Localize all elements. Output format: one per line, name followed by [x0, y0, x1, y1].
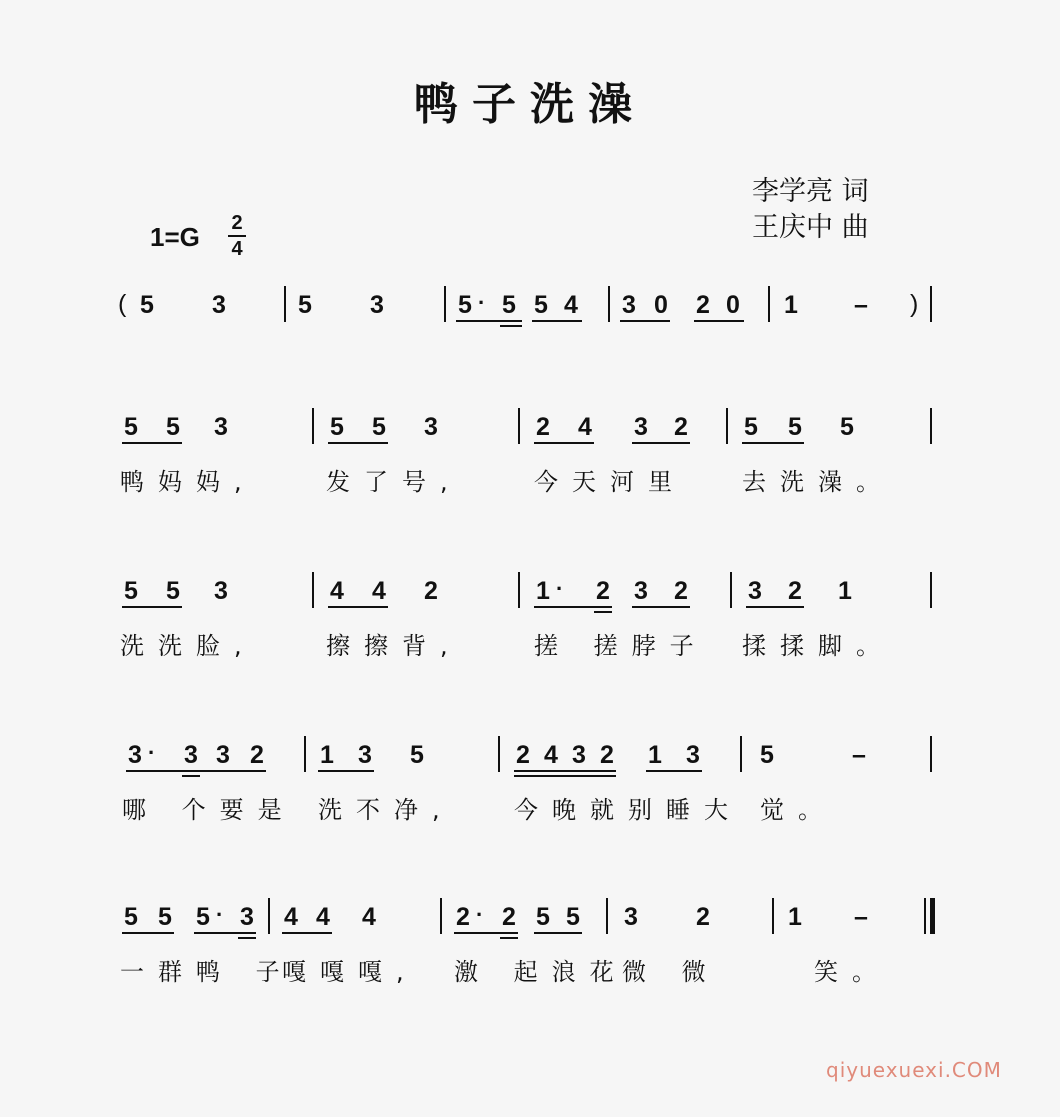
note: 3 — [370, 291, 384, 319]
final-barline-thin — [924, 898, 926, 934]
note: 2 — [424, 577, 438, 605]
underline — [500, 937, 518, 939]
underline — [742, 442, 804, 444]
lyric-phrase: 笑。 — [814, 958, 890, 986]
underline — [456, 320, 522, 322]
dash: – — [854, 291, 868, 319]
notation-line — [0, 896, 1060, 944]
notation-line — [0, 406, 1060, 454]
lyric-phrase: 今晚就别睡大 — [514, 796, 742, 824]
note: 2 — [696, 903, 710, 931]
underline — [182, 775, 200, 777]
barline — [740, 736, 742, 772]
note: 0 — [654, 291, 668, 319]
lyricist-credit: 李学亮 词 — [752, 176, 869, 207]
note: 4 — [284, 903, 298, 931]
note: 5 — [502, 291, 516, 319]
barline — [268, 898, 270, 934]
barline — [730, 572, 732, 608]
augmentation-dot: · — [476, 902, 484, 927]
note: 0 — [726, 291, 740, 319]
note: 5 — [536, 903, 550, 931]
note: 3 — [240, 903, 254, 931]
augmentation-dot: · — [216, 902, 224, 927]
underline — [646, 770, 702, 772]
note: 2 — [696, 291, 710, 319]
underline — [534, 606, 612, 608]
note: 2 — [596, 577, 610, 605]
meter-fraction-line — [228, 235, 246, 237]
note: 4 — [362, 903, 376, 931]
lyric-phrase: 发了号, — [326, 468, 462, 496]
underline — [514, 770, 616, 772]
note: 5 — [410, 741, 424, 769]
lyrics-line — [0, 462, 1060, 502]
note: 5 — [124, 577, 138, 605]
notation-line — [0, 734, 1060, 782]
note: 3 — [572, 741, 586, 769]
barline — [930, 572, 932, 608]
underline — [328, 442, 388, 444]
barline — [304, 736, 306, 772]
note: 5 — [158, 903, 172, 931]
note: 2 — [536, 413, 550, 441]
lyric-phrase: 去洗澡。 — [742, 468, 894, 496]
song-title: 鸭子洗澡 — [414, 79, 646, 130]
note: 4 — [544, 741, 558, 769]
note: 3 — [212, 291, 226, 319]
lyric-phrase: 鸭妈妈, — [120, 468, 256, 496]
underline — [318, 770, 374, 772]
note: 3 — [128, 741, 142, 769]
note: 2 — [516, 741, 530, 769]
key-signature: 1=G — [150, 222, 200, 252]
note: 5 — [166, 577, 180, 605]
barline — [518, 408, 520, 444]
underline — [514, 775, 616, 777]
note: 5 — [840, 413, 854, 441]
lyric-phrase: 洗不净, — [318, 796, 454, 824]
note: 5 — [124, 903, 138, 931]
note: 3 — [748, 577, 762, 605]
underline — [328, 606, 388, 608]
underline — [534, 932, 582, 934]
barline — [930, 736, 932, 772]
lyric-phrase: 擦擦背, — [326, 632, 462, 660]
barline — [606, 898, 608, 934]
note: 3 — [358, 741, 372, 769]
note: 3 — [624, 903, 638, 931]
barline — [312, 408, 314, 444]
barline — [518, 572, 520, 608]
barline — [498, 736, 500, 772]
underline — [194, 932, 256, 934]
lyric-phrase: 一群鸭 子 — [120, 958, 294, 986]
dash: – — [852, 741, 866, 769]
underline — [122, 442, 182, 444]
note: 1 — [788, 903, 802, 931]
underline — [620, 320, 670, 322]
note: 3 — [634, 577, 648, 605]
lyric-phrase: 洗洗脸, — [120, 632, 256, 660]
note: 2 — [456, 903, 470, 931]
note: 2 — [674, 413, 688, 441]
note: 1 — [320, 741, 334, 769]
notation-line — [0, 284, 1060, 332]
underline — [122, 932, 174, 934]
final-barline-thick — [930, 898, 935, 934]
barline — [312, 572, 314, 608]
note: 3 — [424, 413, 438, 441]
note: 5 — [196, 903, 210, 931]
lyric-phrase: 觉。 — [760, 796, 836, 824]
barline — [930, 286, 932, 322]
note: 4 — [330, 577, 344, 605]
barline — [608, 286, 610, 322]
barline — [284, 286, 286, 322]
note: 3 — [634, 413, 648, 441]
note: 5 — [372, 413, 386, 441]
composer-credit: 王庆中 曲 — [752, 212, 869, 243]
note: 4 — [316, 903, 330, 931]
underline — [746, 606, 804, 608]
lyrics-line — [0, 952, 1060, 992]
note: 3 — [216, 741, 230, 769]
lyric-phrase: 嘎嘎嘎, — [282, 958, 418, 986]
note: 1 — [536, 577, 550, 605]
lyric-phrase: 揉揉脚。 — [742, 632, 894, 660]
underline — [534, 442, 594, 444]
lyric-phrase: 微 微 — [622, 958, 720, 986]
note: 5 — [298, 291, 312, 319]
note: 2 — [502, 903, 516, 931]
augmentation-dot: · — [148, 740, 156, 765]
lyric-phrase: 今天河里 — [534, 468, 686, 496]
note: 5 — [760, 741, 774, 769]
note: 5 — [744, 413, 758, 441]
note: 3 — [214, 577, 228, 605]
underline — [282, 932, 332, 934]
notation-line — [0, 570, 1060, 618]
note: 5 — [124, 413, 138, 441]
note: 4 — [578, 413, 592, 441]
barline — [772, 898, 774, 934]
note: 4 — [564, 291, 578, 319]
note: 2 — [788, 577, 802, 605]
barline — [768, 286, 770, 322]
underline — [500, 325, 522, 327]
note: 4 — [372, 577, 386, 605]
note: 3 — [184, 741, 198, 769]
note: 5 — [534, 291, 548, 319]
meter-bottom: 4 — [231, 238, 243, 260]
underline — [632, 442, 690, 444]
augmentation-dot: · — [556, 576, 564, 601]
open-paren: ( — [118, 290, 127, 318]
dash: – — [854, 903, 868, 931]
underline — [594, 611, 612, 613]
note: 1 — [784, 291, 798, 319]
note: 1 — [648, 741, 662, 769]
underline — [632, 606, 690, 608]
underline — [454, 932, 518, 934]
note: 1 — [838, 577, 852, 605]
lyrics-line — [0, 790, 1060, 830]
barline — [726, 408, 728, 444]
credits — [752, 174, 869, 246]
close-paren: ) — [910, 290, 919, 318]
meter-top: 2 — [231, 212, 243, 234]
barline — [930, 408, 932, 444]
underline — [126, 770, 266, 772]
lyric-phrase: 哪 个要是 — [122, 796, 296, 824]
underline — [238, 937, 256, 939]
site-watermark: qiyuexuexi.COM — [826, 1058, 1002, 1082]
note: 2 — [674, 577, 688, 605]
underline — [532, 320, 582, 322]
note: 2 — [600, 741, 614, 769]
note: 5 — [140, 291, 154, 319]
barline — [440, 898, 442, 934]
note: 5 — [458, 291, 472, 319]
barline — [444, 286, 446, 322]
note: 3 — [214, 413, 228, 441]
underline — [694, 320, 744, 322]
time-signature — [228, 212, 246, 260]
note: 3 — [622, 291, 636, 319]
augmentation-dot: · — [478, 290, 486, 315]
underline — [122, 606, 182, 608]
lyric-phrase: 搓 搓脖子 — [534, 632, 708, 660]
note: 2 — [250, 741, 264, 769]
note: 5 — [330, 413, 344, 441]
note: 5 — [566, 903, 580, 931]
lyrics-line — [0, 626, 1060, 666]
lyric-phrase: 激 起浪花 — [454, 958, 628, 986]
note: 5 — [788, 413, 802, 441]
note: 3 — [686, 741, 700, 769]
note: 5 — [166, 413, 180, 441]
